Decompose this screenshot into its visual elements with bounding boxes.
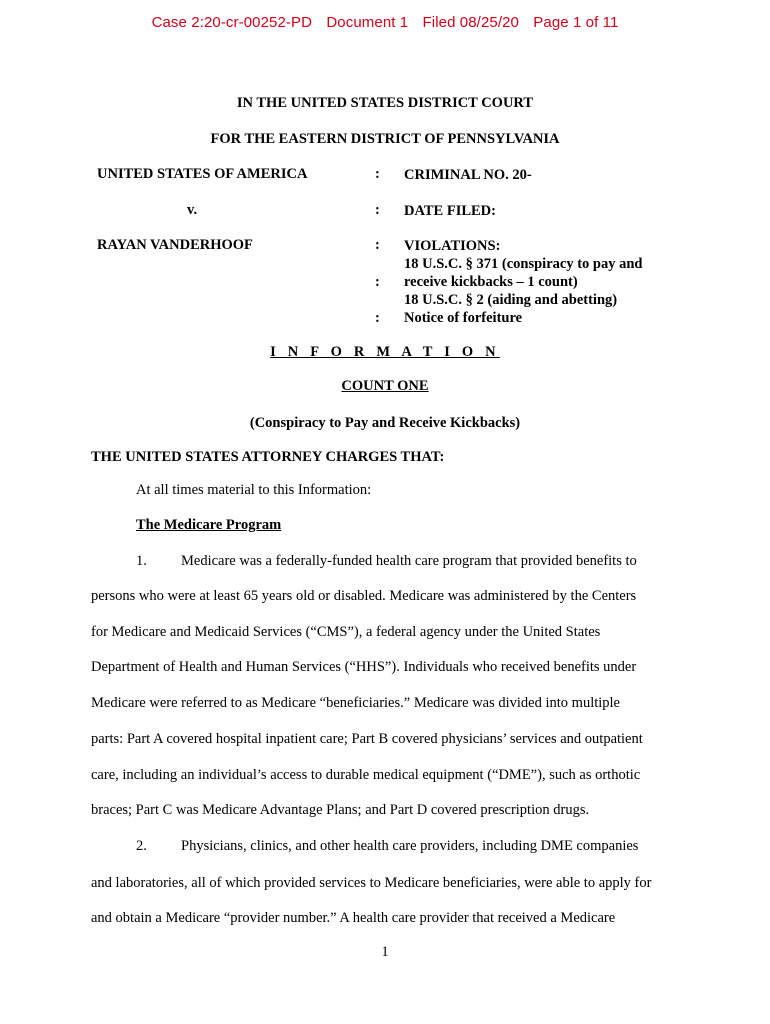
- page-number: 1: [381, 944, 389, 960]
- stamp-filed-date: Filed 08/25/20: [422, 14, 519, 31]
- violation-371-line2: receive kickbacks – 1 count): [404, 274, 578, 290]
- stamp-document: Document 1: [326, 14, 409, 31]
- paragraph-number: 1.: [136, 553, 147, 569]
- court-name: IN THE UNITED STATES DISTRICT COURT: [236, 95, 534, 111]
- caption-colon: :: [375, 166, 380, 182]
- paragraph-line: persons who were at least 65 years old or disabled. Medicare was administered by the Centers: [91, 588, 637, 604]
- defendant-name: RAYAN VANDERHOOF: [97, 237, 253, 253]
- paragraph-line: care, including an individual’s access to durable medical equipment (“DME”), such as orthotic: [91, 767, 641, 783]
- caption-colon: :: [375, 237, 380, 253]
- intro-sentence: At all times material to this Information:: [136, 482, 372, 498]
- filing-stamp: [0, 14, 770, 31]
- section-heading: The Medicare Program: [136, 517, 282, 533]
- paragraph-line: braces; Part C was Medicare Advantage Plans; and Part D covered prescription drugs.: [91, 802, 590, 818]
- paragraph-line: parts: Part A covered hospital inpatient care; Part B covered physicians’ services and outpatient: [91, 731, 643, 747]
- caption-colon: :: [375, 310, 380, 326]
- violation-aiding: 18 U.S.C. § 2 (aiding and abetting): [404, 292, 618, 308]
- paragraph-line: and obtain a Medicare “provider number.” A health care provider that received a Medicare: [91, 910, 616, 926]
- plaintiff-name: UNITED STATES OF AMERICA: [97, 166, 308, 182]
- count-one-subtitle: (Conspiracy to Pay and Receive Kickbacks): [249, 415, 521, 431]
- violation-371-line1: 18 U.S.C. § 371 (conspiracy to pay and: [404, 256, 643, 272]
- forfeiture-notice: Notice of forfeiture: [404, 310, 523, 326]
- caption-colon: :: [375, 274, 380, 290]
- caption-colon: :: [375, 202, 380, 218]
- paragraph-line: Physicians, clinics, and other health care providers, including DME companies: [181, 838, 639, 854]
- charges-statement: THE UNITED STATES ATTORNEY CHARGES THAT:: [91, 449, 445, 465]
- paragraph-line: Medicare was a federally-funded health care program that provided benefits to: [181, 553, 637, 569]
- versus-label: v.: [187, 202, 198, 218]
- violations-block: [404, 237, 642, 327]
- date-filed-label: DATE FILED:: [404, 203, 496, 219]
- stamp-page: Page 1 of 11: [533, 14, 619, 31]
- criminal-number: CRIMINAL NO. 20-: [404, 167, 532, 183]
- court-district: FOR THE EASTERN DISTRICT OF PENNSYLVANIA: [210, 131, 560, 147]
- paragraph-line: for Medicare and Medicaid Services (“CMS”), a federal agency under the United States: [91, 624, 601, 640]
- paragraph-line: Medicare were referred to as Medicare “beneficiaries.” Medicare was divided into multiple: [91, 695, 620, 711]
- paragraph-line: Department of Health and Human Services (“HHS”). Individuals who received benefits under: [91, 659, 637, 675]
- paragraph-number: 2.: [136, 838, 147, 854]
- violations-label: VIOLATIONS:: [404, 238, 501, 254]
- count-one-heading: COUNT ONE: [341, 378, 429, 394]
- information-title: I N F O R M A T I O N: [270, 344, 500, 360]
- stamp-case-number: Case 2:20-cr-00252-PD: [151, 14, 313, 31]
- paragraph-line: and laboratories, all of which provided services to Medicare beneficiaries, were able to apply for: [91, 875, 652, 891]
